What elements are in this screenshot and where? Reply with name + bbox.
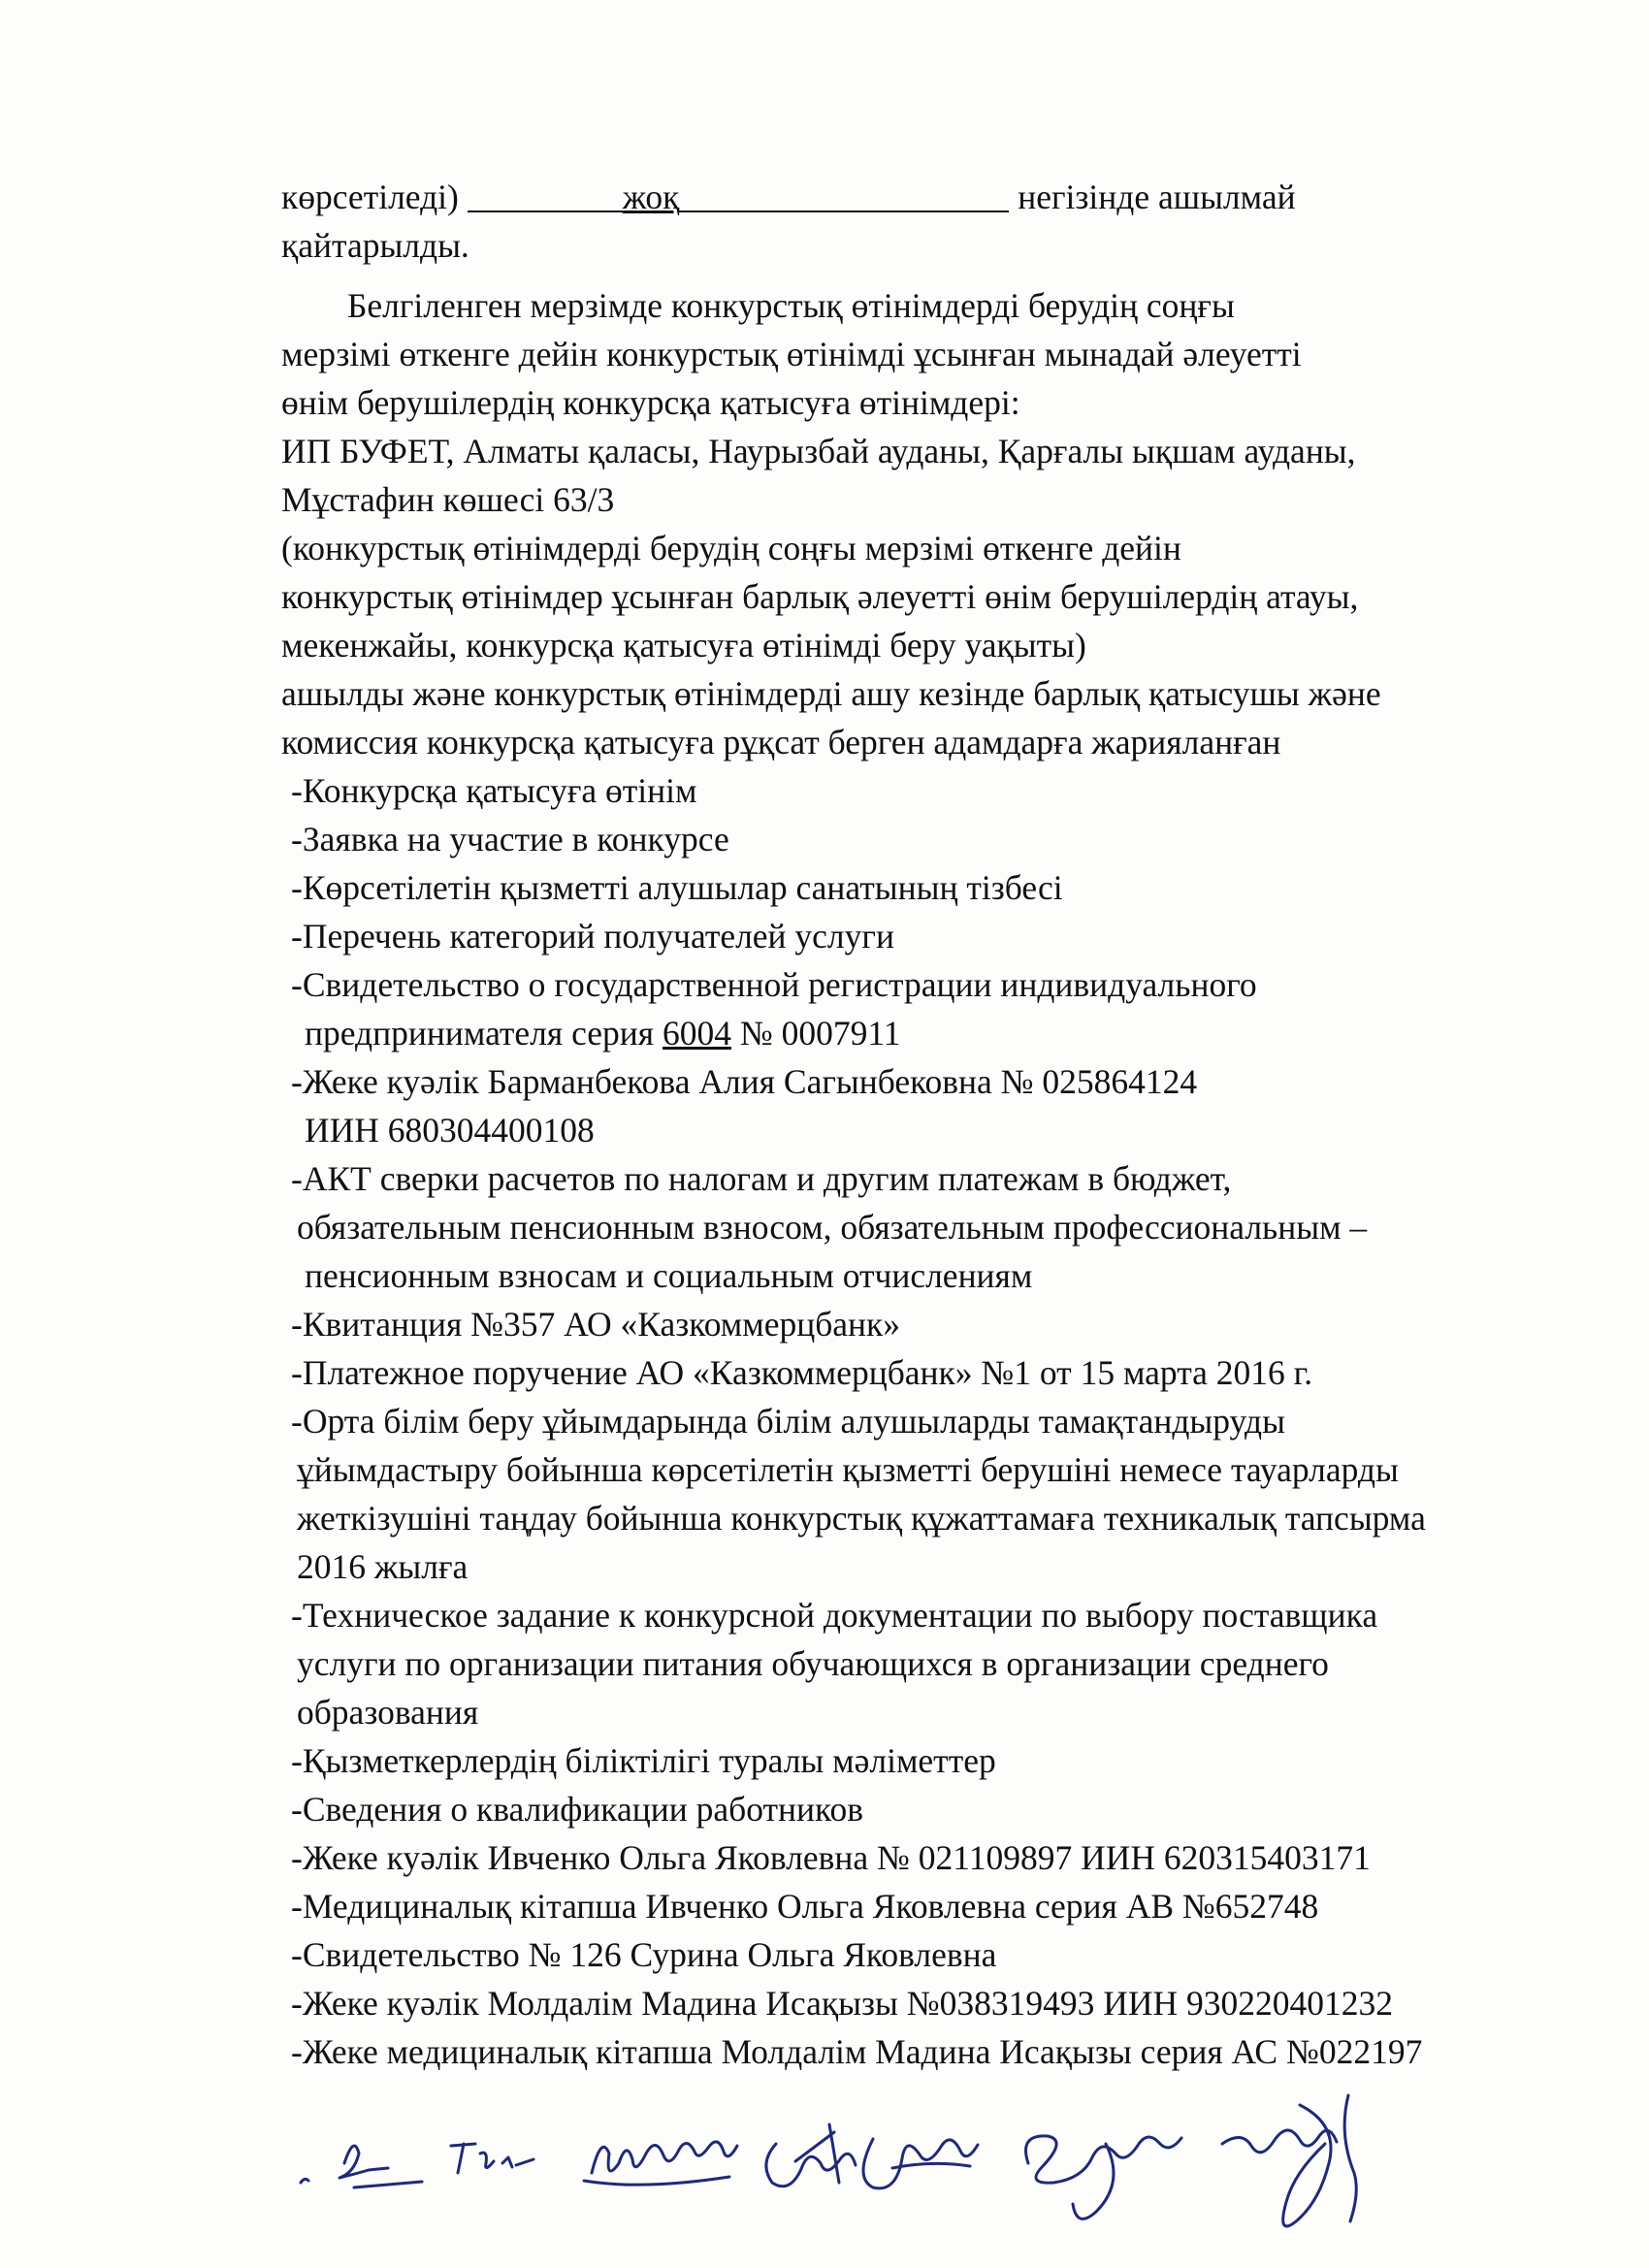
paragraph-line-2: мерзімі өткенге дейін конкурстық өтінімді ұсынған мынадай әлеуетті [281,335,1302,373]
document-item-2: -Заявка на участие в конкурсе [291,820,729,859]
document-item-6-line-2: ИИН 680304400108 [305,1111,595,1150]
document-item-8: -Квитанция №357 АО «Казкоммерцбанк» [291,1305,901,1344]
document-item-7-line-1: -АКТ сверки расчетов по налогам и другим платежам в бюджет, [291,1159,1232,1198]
document-item-15: -Медициналық кітапша Ивченко Ольга Яковлевна серия АВ №652748 [291,1887,1319,1926]
document-item-10-line-2: ұйымдастыру бойынша көрсетілетін қызметті берушіні немесе тауарларды [297,1450,1399,1489]
blank-value: жоқ [622,178,680,216]
blank-underline-1 [468,178,623,212]
paragraph-line-3: өнім берушілердің конкурсқа қатысуға өтінімдері: [281,383,1020,422]
supplier-address-line-2: Мұстафин көшесі 63/3 [281,480,615,519]
document-item-9: -Платежное поручение АО «Казкоммерцбанк» №1 от 15 марта 2016 г. [291,1353,1313,1392]
intro-line-1 [281,173,1562,221]
document-item-16: -Свидетельство № 126 Сурина Ольга Яковлевна [291,1935,997,1974]
document-item-7-line-2: обязательным пенсионным взносом, обязательным профессиональным – [297,1208,1368,1247]
paragraph-line-9: ашылды және конкурстық өтінімдерді ашу кезінде барлық қатысушы және [281,674,1381,713]
document-item-11-line-1: -Техническое задание к конкурсной документации по выбору поставщика [291,1596,1378,1635]
document-item-11-line-3: образования [297,1693,479,1732]
document-body [281,173,1562,2076]
paragraph-line-1: Белгіленген мерзімде конкурстық өтінімдерді берудің соңғы [347,286,1235,325]
intro-text-start: көрсетіледі) [281,178,459,216]
paragraph-note-line-2: конкурстық өтінімдер ұсынған барлық әлеуетті өнім берушілердің атауы, [281,577,1359,616]
document-item-11-line-2: услуги по организации питания обучающихся в организации среднего [297,1644,1329,1683]
document-item-12: -Қызметкерлердің біліктілігі туралы мәліметтер [291,1741,996,1780]
supplier-address-line-1: ИП БУФЕТ, Алматы қаласы, Наурызбай ауданы, Қарғалы ықшам ауданы, [281,432,1356,470]
signatures-drawing [272,2086,1630,2251]
document-item-6-line-1: -Жеке куәлік Барманбекова Алия Сагынбековна № 025864124 [291,1062,1198,1101]
document-item-7-line-3: пенсионным взносам и социальным отчислениям [305,1256,1033,1295]
document-item-17: -Жеке куәлік Молдалім Мадина Исақызы №038319493 ИИН 930220401232 [291,1984,1393,2023]
document-item-13: -Сведения о квалификации работников [291,1790,863,1829]
document-item-18: -Жеке медициналық кітапша Молдалім Мадина Исақызы серия АС №022197 [291,2032,1423,2071]
intro-line-2: қайтарылды. [281,226,469,265]
document-item-10-line-3: жеткізушіні таңдау бойынша конкурстық құжаттамаға техникалық тапсырма [297,1499,1426,1538]
signatures-area [272,2086,1630,2251]
document-item-4: -Перечень категорий получателей услуги [291,917,894,956]
blank-underline-2 [679,178,1009,212]
document-item-5-line-2: предпринимателя серия 6004 № 0007911 [305,1014,901,1053]
document-item-1: -Конкурсқа қатысуға өтінім [291,771,697,810]
paragraph-note-line-1: (конкурстық өтінімдерді берудің соңғы мерзімі өткенге дейін [281,529,1181,567]
document-item-10-line-1: -Орта білім беру ұйымдарында білім алушыларды тамақтандыруды [291,1402,1285,1441]
document-item-3: -Көрсетілетін қызметті алушылар санатының тізбесі [291,868,1063,907]
series-number: 6004 [663,1014,731,1053]
document-item-10-line-4: 2016 жылға [297,1547,469,1586]
paragraph-line-10: комиссия конкурсқа қатысуға рұқсат берген адамдарға жарияланған [281,723,1281,761]
paragraph-note-line-3: мекенжайы, конкурсқа қатысуға өтінімді беру уақыты) [281,626,1086,664]
document-item-5-line-1: -Свидетельство о государственной регистрации индивидуального [291,965,1257,1004]
intro-text-end: негізінде ашылмай [1018,178,1296,216]
document-item-14: -Жеке куәлік Ивченко Ольга Яковлевна № 021109897 ИИН 620315403171 [291,1838,1371,1877]
